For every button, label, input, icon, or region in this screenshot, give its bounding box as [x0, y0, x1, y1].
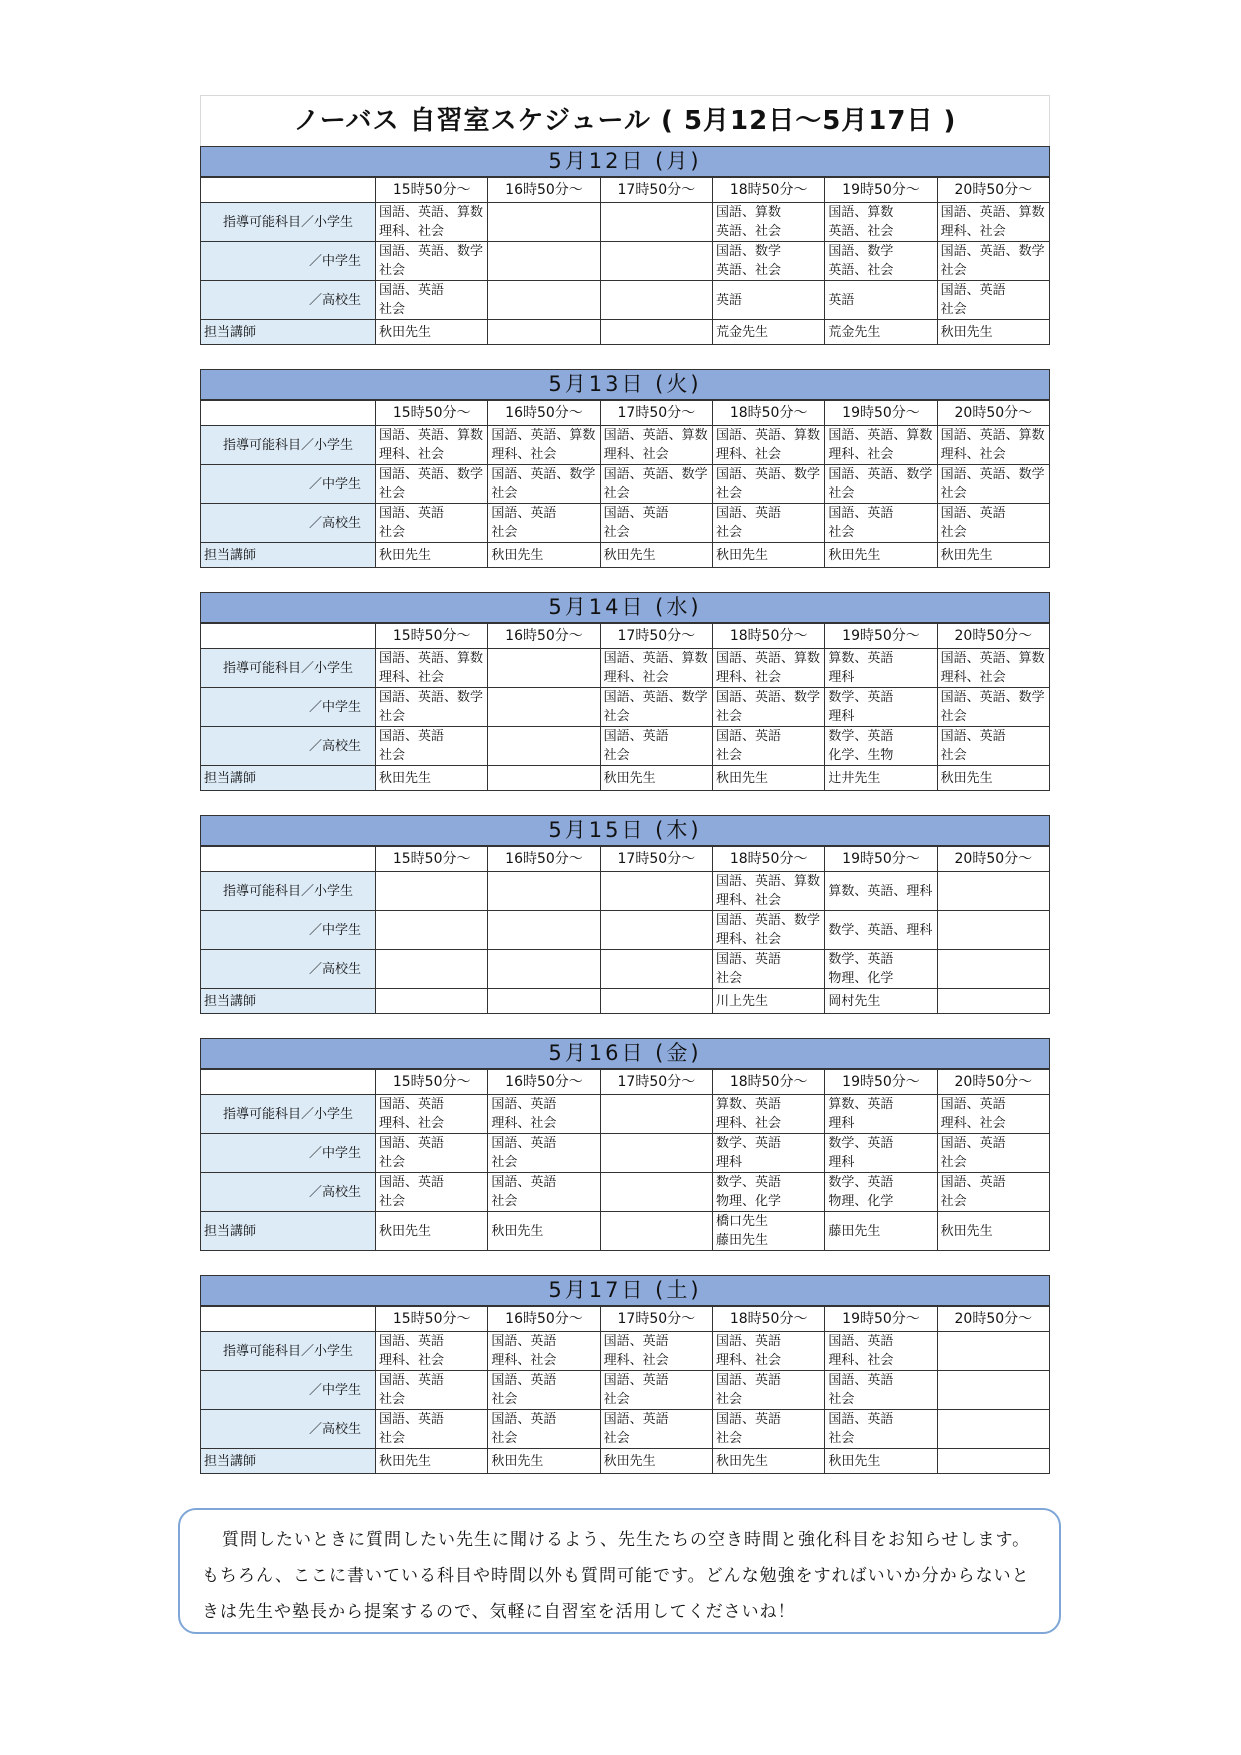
- teacher-cell: [600, 989, 712, 1014]
- day-section: [200, 369, 1050, 568]
- subject-cell: 国語、英語 社会: [376, 1410, 488, 1449]
- subject-cell: 国語、英語、数学 社会: [600, 465, 712, 504]
- teacher-cell: [600, 320, 712, 345]
- time-slot-header: 15時50分～: [376, 847, 488, 872]
- subject-cell: 国語、数学 英語、社会: [825, 242, 937, 281]
- teacher-cell: 秋田先生: [376, 543, 488, 568]
- subject-cell: 英語: [825, 281, 937, 320]
- time-slot-header: 16時50分～: [488, 1070, 600, 1095]
- row-label-elementary: 指導可能科目／小学生: [201, 426, 376, 465]
- subject-cell: 国語、英語、数学 社会: [937, 688, 1049, 727]
- teacher-cell: 秋田先生: [937, 766, 1049, 791]
- row-label-elementary: 指導可能科目／小学生: [201, 649, 376, 688]
- schedule-table: [200, 623, 1050, 791]
- subject-cell: 国語、英語 理科、社会: [488, 1332, 600, 1371]
- subject-cell: 国語、英語 理科、社会: [376, 1332, 488, 1371]
- day-section: [200, 815, 1050, 1014]
- subject-cell: 国語、英語 理科、社会: [825, 1332, 937, 1371]
- time-slot-header: 18時50分～: [712, 1070, 824, 1095]
- schedule-table: [200, 1306, 1050, 1474]
- teacher-cell: 荒金先生: [712, 320, 824, 345]
- subject-cell: 国語、英語、算数 理科、社会: [937, 426, 1049, 465]
- subject-cell: 数学、英語 理科: [825, 1134, 937, 1173]
- blank-corner-cell: [201, 624, 376, 649]
- subject-cell: 国語、英語、数学 社会: [712, 465, 824, 504]
- time-slot-header: 17時50分～: [600, 1307, 712, 1332]
- notice-text: 質問したいときに質問したい先生に聞けるよう、先生たちの空き時間と強化科目をお知らせします。もちろん、ここに書いている科目や時間以外も質問可能です。どんな勉強をすればいいか分からないときは先生や塾長から提案するので、気軽に自習室を活用してくださいね！: [202, 1530, 1031, 1622]
- teacher-cell: 秋田先生: [376, 1449, 488, 1474]
- time-slot-header: 18時50分～: [712, 624, 824, 649]
- teacher-cell: 秋田先生: [937, 543, 1049, 568]
- subject-cell: [376, 872, 488, 911]
- subject-cell: 国語、英語、算数 理科、社会: [488, 426, 600, 465]
- subject-cell: 国語、英語 理科、社会: [376, 1095, 488, 1134]
- row-label-junior: ／中学生: [201, 911, 376, 950]
- subject-cell: 国語、英語 社会: [488, 1410, 600, 1449]
- blank-corner-cell: [201, 847, 376, 872]
- subject-cell: 国語、英語 社会: [376, 1371, 488, 1410]
- teacher-cell: 辻井先生: [825, 766, 937, 791]
- teacher-cell: [937, 989, 1049, 1014]
- subject-cell: [600, 1134, 712, 1173]
- time-slot-header: 15時50分～: [376, 178, 488, 203]
- subject-cell: [488, 950, 600, 989]
- subject-cell: 国語、英語 社会: [712, 1410, 824, 1449]
- subject-cell: 国語、英語 社会: [712, 727, 824, 766]
- subject-cell: [937, 872, 1049, 911]
- time-slot-header: 18時50分～: [712, 847, 824, 872]
- day-section: [200, 1275, 1050, 1474]
- teacher-cell: [937, 1449, 1049, 1474]
- teacher-cell: [488, 989, 600, 1014]
- time-slot-header: 15時50分～: [376, 624, 488, 649]
- row-label-high: ／高校生: [201, 1410, 376, 1449]
- subject-cell: 国語、英語 社会: [937, 281, 1049, 320]
- time-slot-header: 19時50分～: [825, 401, 937, 426]
- teacher-cell: 秋田先生: [600, 766, 712, 791]
- teacher-cell: [488, 766, 600, 791]
- time-slot-header: 15時50分～: [376, 401, 488, 426]
- time-slot-header: 17時50分～: [600, 401, 712, 426]
- teacher-cell: 秋田先生: [488, 1212, 600, 1251]
- subject-cell: [600, 1095, 712, 1134]
- subject-cell: 算数、英語 理科: [825, 1095, 937, 1134]
- subject-cell: 国語、英語、数学 社会: [488, 465, 600, 504]
- subject-cell: [600, 872, 712, 911]
- time-slot-header: 16時50分～: [488, 401, 600, 426]
- subject-cell: 国語、英語 社会: [937, 504, 1049, 543]
- row-label-high: ／高校生: [201, 950, 376, 989]
- subject-cell: 国語、英語、算数 理科、社会: [376, 649, 488, 688]
- time-slot-header: 20時50分～: [937, 178, 1049, 203]
- notice-box: [178, 1508, 1061, 1634]
- teacher-cell: 秋田先生: [376, 1212, 488, 1251]
- time-slot-header: 20時50分～: [937, 1307, 1049, 1332]
- subject-cell: 国語、英語、算数 理科、社会: [600, 426, 712, 465]
- time-slot-header: 15時50分～: [376, 1070, 488, 1095]
- subject-cell: [488, 727, 600, 766]
- time-slot-header: 19時50分～: [825, 1070, 937, 1095]
- subject-cell: 数学、英語 理科: [825, 688, 937, 727]
- day-header: 5月13日 (火): [200, 369, 1050, 400]
- teacher-cell: 秋田先生: [712, 1449, 824, 1474]
- subject-cell: 国語、英語、数学 社会: [600, 688, 712, 727]
- time-slot-header: 19時50分～: [825, 624, 937, 649]
- subject-cell: [376, 950, 488, 989]
- subject-cell: [937, 1332, 1049, 1371]
- time-slot-header: 16時50分～: [488, 1307, 600, 1332]
- subject-cell: [600, 911, 712, 950]
- subject-cell: [488, 281, 600, 320]
- subject-cell: [488, 203, 600, 242]
- time-slot-header: 17時50分～: [600, 1070, 712, 1095]
- teacher-cell: 秋田先生: [376, 766, 488, 791]
- subject-cell: [600, 203, 712, 242]
- time-slot-header: 16時50分～: [488, 847, 600, 872]
- subject-cell: [937, 950, 1049, 989]
- teacher-cell: 秋田先生: [488, 1449, 600, 1474]
- day-section: [200, 1038, 1050, 1251]
- row-label-teacher: 担当講師: [201, 1212, 376, 1251]
- teacher-cell: 秋田先生: [488, 543, 600, 568]
- teacher-cell: 秋田先生: [712, 766, 824, 791]
- subject-cell: [488, 688, 600, 727]
- day-list: [200, 146, 1050, 1474]
- teacher-cell: 秋田先生: [937, 320, 1049, 345]
- row-label-elementary: 指導可能科目／小学生: [201, 1332, 376, 1371]
- teacher-cell: 秋田先生: [600, 1449, 712, 1474]
- row-label-teacher: 担当講師: [201, 1449, 376, 1474]
- time-slot-header: 19時50分～: [825, 178, 937, 203]
- blank-corner-cell: [201, 178, 376, 203]
- subject-cell: 国語、英語 社会: [376, 504, 488, 543]
- subject-cell: 国語、英語 社会: [712, 1371, 824, 1410]
- row-label-high: ／高校生: [201, 281, 376, 320]
- row-label-junior: ／中学生: [201, 688, 376, 727]
- time-slot-header: 18時50分～: [712, 401, 824, 426]
- subject-cell: 国語、英語 社会: [937, 727, 1049, 766]
- subject-cell: [937, 911, 1049, 950]
- subject-cell: 国語、英語 社会: [488, 1134, 600, 1173]
- subject-cell: 国語、英語、数学 社会: [825, 465, 937, 504]
- subject-cell: [488, 649, 600, 688]
- day-header: 5月16日 (金): [200, 1038, 1050, 1069]
- day-section: [200, 592, 1050, 791]
- row-label-high: ／高校生: [201, 727, 376, 766]
- subject-cell: 数学、英語 物理、化学: [825, 950, 937, 989]
- teacher-cell: 秋田先生: [600, 543, 712, 568]
- row-label-junior: ／中学生: [201, 1371, 376, 1410]
- subject-cell: 国語、英語、算数 理科、社会: [600, 649, 712, 688]
- row-label-elementary: 指導可能科目／小学生: [201, 1095, 376, 1134]
- subject-cell: [376, 911, 488, 950]
- subject-cell: 国語、英語 社会: [488, 1173, 600, 1212]
- teacher-cell: 秋田先生: [937, 1212, 1049, 1251]
- time-slot-header: 20時50分～: [937, 401, 1049, 426]
- subject-cell: 国語、英語 社会: [488, 1371, 600, 1410]
- subject-cell: 国語、英語 社会: [376, 727, 488, 766]
- subject-cell: 国語、英語、数学 理科、社会: [712, 911, 824, 950]
- time-slot-header: 20時50分～: [937, 1070, 1049, 1095]
- subject-cell: 国語、英語 理科、社会: [488, 1095, 600, 1134]
- subject-cell: 国語、英語、算数 理科、社会: [376, 426, 488, 465]
- teacher-cell: 秋田先生: [825, 1449, 937, 1474]
- schedule-table: [200, 846, 1050, 1014]
- subject-cell: 国語、英語 社会: [712, 504, 824, 543]
- page-title: ノーバス 自習室スケジュール ( 5月12日～5月17日 ): [200, 95, 1050, 146]
- subject-cell: 数学、英語 物理、化学: [825, 1173, 937, 1212]
- teacher-cell: 藤田先生: [825, 1212, 937, 1251]
- subject-cell: 国語、算数 英語、社会: [712, 203, 824, 242]
- subject-cell: [600, 950, 712, 989]
- subject-cell: [488, 872, 600, 911]
- subject-cell: 国語、英語 社会: [488, 504, 600, 543]
- row-label-junior: ／中学生: [201, 465, 376, 504]
- time-slot-header: 17時50分～: [600, 624, 712, 649]
- teacher-cell: 橋口先生 藤田先生: [712, 1212, 824, 1251]
- subject-cell: 国語、英語 社会: [825, 504, 937, 543]
- subject-cell: 数学、英語 物理、化学: [712, 1173, 824, 1212]
- teacher-cell: 秋田先生: [825, 543, 937, 568]
- subject-cell: 国語、英語 社会: [825, 1410, 937, 1449]
- subject-cell: 国語、英語 理科、社会: [712, 1332, 824, 1371]
- subject-cell: 国語、英語 社会: [600, 504, 712, 543]
- teacher-cell: [600, 1212, 712, 1251]
- teacher-cell: 岡村先生: [825, 989, 937, 1014]
- time-slot-header: 18時50分～: [712, 1307, 824, 1332]
- teacher-cell: 川上先生: [712, 989, 824, 1014]
- subject-cell: 国語、数学 英語、社会: [712, 242, 824, 281]
- day-header: 5月14日 (水): [200, 592, 1050, 623]
- time-slot-header: 15時50分～: [376, 1307, 488, 1332]
- subject-cell: 算数、英語 理科、社会: [712, 1095, 824, 1134]
- time-slot-header: 20時50分～: [937, 847, 1049, 872]
- subject-cell: 国語、英語 社会: [600, 1371, 712, 1410]
- teacher-cell: 秋田先生: [376, 320, 488, 345]
- blank-corner-cell: [201, 401, 376, 426]
- schedule-table: [200, 177, 1050, 345]
- schedule-sheet: [200, 95, 1050, 1498]
- time-slot-header: 20時50分～: [937, 624, 1049, 649]
- blank-corner-cell: [201, 1307, 376, 1332]
- teacher-cell: [376, 989, 488, 1014]
- subject-cell: [937, 1410, 1049, 1449]
- subject-cell: 数学、英語、理科: [825, 911, 937, 950]
- subject-cell: 国語、英語、算数 理科、社会: [825, 426, 937, 465]
- subject-cell: 国語、英語 社会: [712, 950, 824, 989]
- subject-cell: 国語、英語、数学 社会: [937, 465, 1049, 504]
- subject-cell: 国語、英語 社会: [376, 1134, 488, 1173]
- row-label-junior: ／中学生: [201, 1134, 376, 1173]
- teacher-cell: 荒金先生: [825, 320, 937, 345]
- subject-cell: 数学、英語 理科: [712, 1134, 824, 1173]
- subject-cell: [937, 1371, 1049, 1410]
- subject-cell: 国語、英語、算数 理科、社会: [937, 203, 1049, 242]
- subject-cell: 国語、英語、算数 理科、社会: [712, 649, 824, 688]
- subject-cell: 国語、英語、数学 社会: [376, 242, 488, 281]
- subject-cell: [488, 911, 600, 950]
- row-label-elementary: 指導可能科目／小学生: [201, 203, 376, 242]
- subject-cell: 国語、英語 理科、社会: [600, 1332, 712, 1371]
- row-label-teacher: 担当講師: [201, 320, 376, 345]
- subject-cell: 国語、英語、算数 理科、社会: [712, 872, 824, 911]
- subject-cell: 国語、英語、数学 社会: [376, 688, 488, 727]
- subject-cell: 国語、英語、算数 理科、社会: [712, 426, 824, 465]
- subject-cell: 国語、英語、算数 理科、社会: [937, 649, 1049, 688]
- row-label-teacher: 担当講師: [201, 543, 376, 568]
- time-slot-header: 16時50分～: [488, 624, 600, 649]
- subject-cell: 国語、算数 英語、社会: [825, 203, 937, 242]
- subject-cell: 国語、英語 社会: [937, 1173, 1049, 1212]
- subject-cell: 国語、英語 社会: [600, 727, 712, 766]
- row-label-junior: ／中学生: [201, 242, 376, 281]
- row-label-high: ／高校生: [201, 504, 376, 543]
- blank-corner-cell: [201, 1070, 376, 1095]
- subject-cell: 国語、英語、数学 社会: [376, 465, 488, 504]
- subject-cell: 算数、英語 理科: [825, 649, 937, 688]
- time-slot-header: 17時50分～: [600, 178, 712, 203]
- subject-cell: 国語、英語、数学 社会: [937, 242, 1049, 281]
- subject-cell: 国語、英語 社会: [600, 1410, 712, 1449]
- time-slot-header: 17時50分～: [600, 847, 712, 872]
- subject-cell: 国語、英語 社会: [825, 1371, 937, 1410]
- subject-cell: [600, 281, 712, 320]
- teacher-cell: 秋田先生: [712, 543, 824, 568]
- subject-cell: 算数、英語、理科: [825, 872, 937, 911]
- row-label-high: ／高校生: [201, 1173, 376, 1212]
- day-header: 5月17日 (土): [200, 1275, 1050, 1306]
- subject-cell: 国語、英語、算数 理科、社会: [376, 203, 488, 242]
- subject-cell: [600, 1173, 712, 1212]
- time-slot-header: 18時50分～: [712, 178, 824, 203]
- row-label-teacher: 担当講師: [201, 766, 376, 791]
- subject-cell: 国語、英語、数学 社会: [712, 688, 824, 727]
- subject-cell: 数学、英語 化学、生物: [825, 727, 937, 766]
- day-section: [200, 146, 1050, 345]
- subject-cell: [600, 242, 712, 281]
- subject-cell: 国語、英語 社会: [376, 1173, 488, 1212]
- schedule-table: [200, 1069, 1050, 1251]
- teacher-cell: [488, 320, 600, 345]
- subject-cell: 国語、英語 社会: [937, 1134, 1049, 1173]
- subject-cell: 英語: [712, 281, 824, 320]
- subject-cell: 国語、英語 社会: [376, 281, 488, 320]
- row-label-elementary: 指導可能科目／小学生: [201, 872, 376, 911]
- time-slot-header: 19時50分～: [825, 1307, 937, 1332]
- time-slot-header: 16時50分～: [488, 178, 600, 203]
- row-label-teacher: 担当講師: [201, 989, 376, 1014]
- subject-cell: 国語、英語 理科、社会: [937, 1095, 1049, 1134]
- time-slot-header: 19時50分～: [825, 847, 937, 872]
- day-header: 5月12日 (月): [200, 146, 1050, 177]
- day-header: 5月15日 (木): [200, 815, 1050, 846]
- subject-cell: [488, 242, 600, 281]
- schedule-table: [200, 400, 1050, 568]
